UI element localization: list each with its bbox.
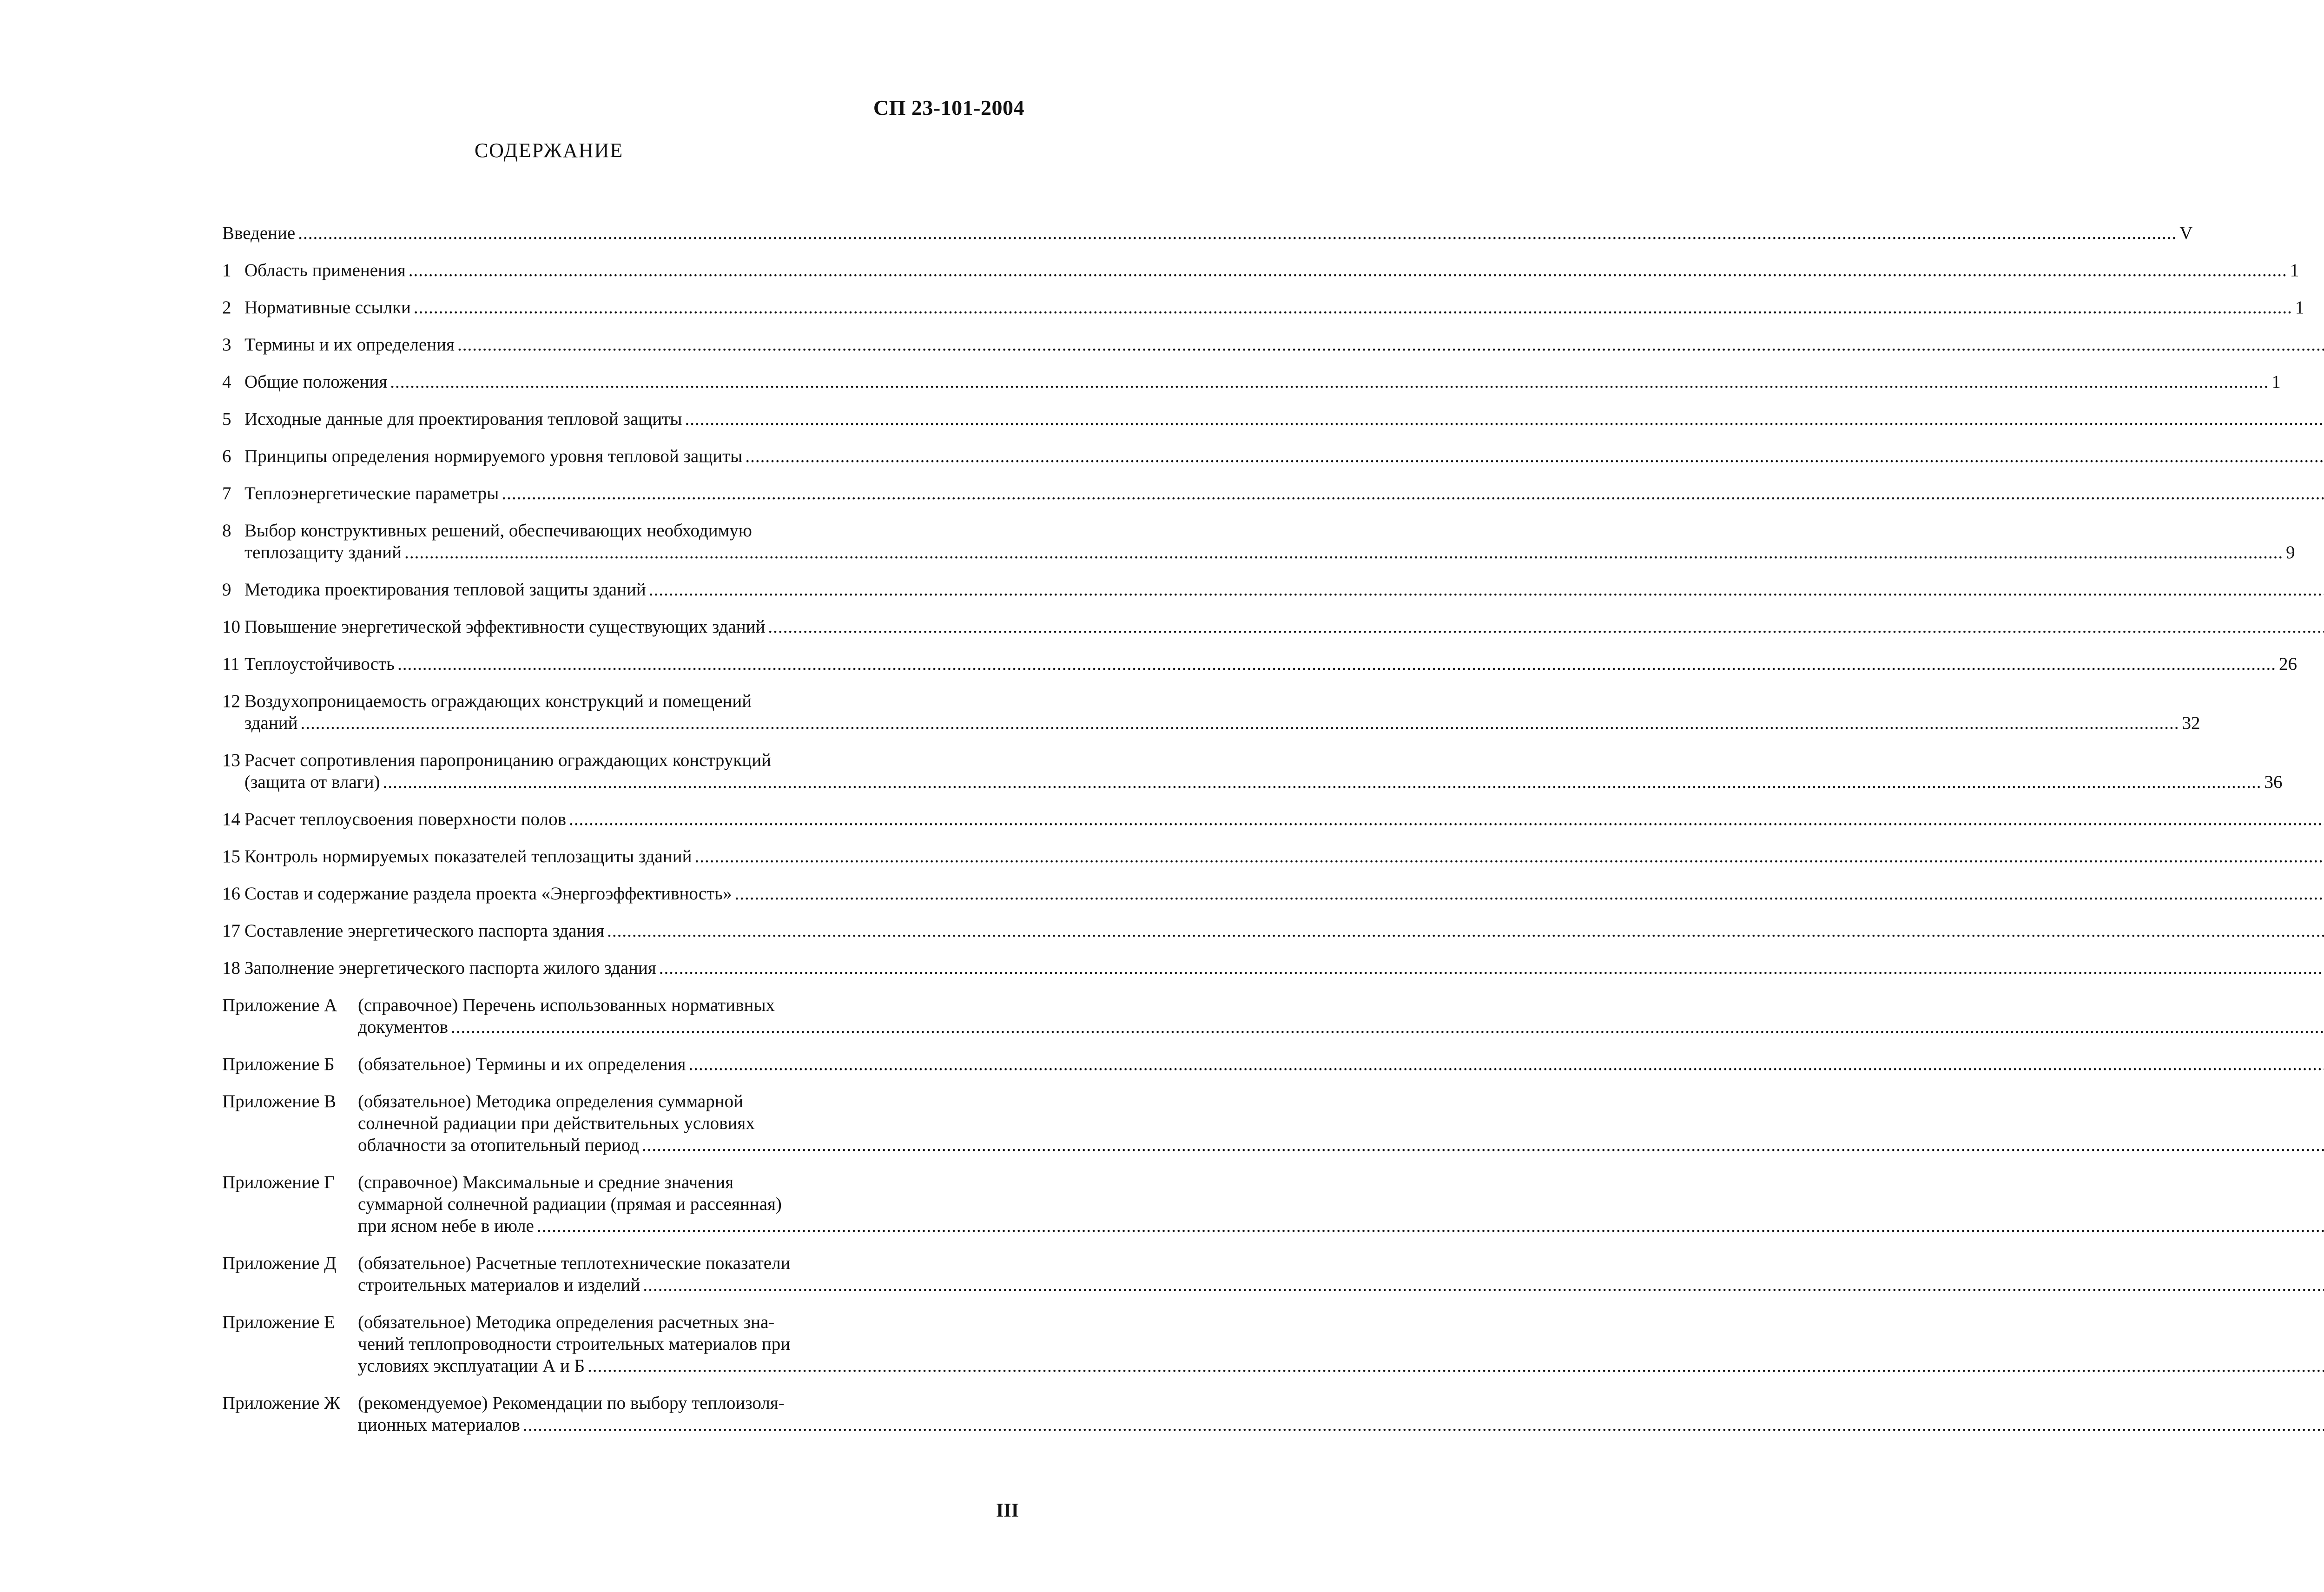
toc-entry-text: Введение	[222, 223, 296, 243]
dot-leader	[390, 371, 2269, 393]
dot-leader	[537, 1215, 2324, 1237]
table-of-contents	[222, 222, 2304, 1436]
dot-leader	[745, 445, 2324, 467]
dot-leader	[694, 846, 2324, 867]
section-number: 6	[222, 446, 231, 466]
appendix-label: Приложение Г	[222, 1172, 335, 1192]
dot-leader	[649, 579, 2324, 601]
toc-title: СОДЕРЖАНИЕ	[474, 139, 624, 162]
section-number: 2	[222, 297, 231, 317]
toc-entry-appendix-zh[interactable]	[222, 1392, 882, 1436]
toc-entry-text: (обязательное) Расчетные теплотехнические показатели	[358, 1253, 791, 1273]
toc-entry-7[interactable]	[222, 482, 882, 504]
toc-page-number: 1	[2271, 372, 2281, 392]
appendix-label: Приложение Ж	[222, 1393, 341, 1413]
toc-entry-text-continued: условиях эксплуатации А и Б	[358, 1356, 585, 1376]
toc-entry-text: Теплоэнергетические параметры	[244, 483, 499, 503]
document-code: СП 23-101-2004	[873, 96, 1024, 119]
toc-page-number: 26	[2278, 654, 2297, 674]
toc-entry-3[interactable]	[222, 334, 882, 356]
toc-entry-text: Область применения	[244, 260, 406, 280]
toc-entry-14[interactable]	[222, 808, 882, 830]
toc-entry-text: Термины и их определения	[244, 335, 455, 355]
toc-entry-text: Нормативные ссылки	[244, 297, 411, 317]
section-number: 13	[222, 750, 240, 770]
dot-leader	[734, 883, 2324, 905]
toc-entry-text-continued: (защита от влаги)	[244, 772, 380, 792]
toc-entry-text-continued: при ясном небе в июле	[358, 1216, 534, 1236]
toc-entry-text: (справочное) Перечень использованных нормативных	[358, 995, 775, 1015]
toc-entry-text: Воздухопроницаемость ограждающих конструкций и помещений	[244, 691, 752, 711]
dot-leader	[685, 408, 2324, 430]
toc-page-number: 36	[2264, 772, 2283, 792]
dot-leader	[523, 1414, 2324, 1436]
page-number: III	[996, 1500, 1019, 1521]
toc-entry-appendix-g[interactable]	[222, 1171, 882, 1237]
dot-leader	[409, 259, 2287, 281]
dot-leader	[768, 616, 2324, 638]
toc-entry-17[interactable]	[222, 920, 882, 942]
toc-entry-1[interactable]	[222, 259, 2299, 281]
toc-entry-text-continued: чений теплопроводности строительных материалов при	[358, 1334, 791, 1354]
toc-entry-text: Расчет теплоусвоения поверхности полов	[244, 809, 567, 829]
appendix-label: Приложение В	[222, 1091, 337, 1111]
toc-entry-9[interactable]	[222, 579, 882, 601]
section-number: 5	[222, 409, 231, 429]
section-number: 12	[222, 691, 240, 711]
toc-page-number: 1	[2290, 260, 2299, 280]
toc-entry-15[interactable]	[222, 846, 882, 867]
toc-entry-text: Заполнение энергетического паспорта жилого здания	[244, 958, 656, 978]
dot-leader	[298, 222, 2177, 244]
dot-leader	[607, 920, 2324, 942]
appendix-label: Приложение Б	[222, 1054, 335, 1074]
dot-leader	[457, 334, 2324, 356]
toc-entry-10[interactable]	[222, 616, 882, 638]
toc-entry-text: (обязательное) Методика определения расчетных зна-	[358, 1312, 775, 1332]
toc-entry-text-continued: теплозащиту зданий	[244, 542, 402, 562]
toc-entry-text-continued: суммарной солнечной радиации (прямая и рассеянная)	[358, 1194, 782, 1214]
toc-entry-text-continued: строительных материалов и изделий	[358, 1275, 640, 1295]
toc-entry-4[interactable]	[222, 371, 2281, 393]
section-number: 4	[222, 372, 231, 392]
toc-entry-text: Контроль нормируемых показателей теплозащиты зданий	[244, 846, 692, 866]
toc-entry-appendix-v[interactable]	[222, 1090, 882, 1156]
section-number: 7	[222, 483, 231, 503]
toc-entry-text: Составление энергетического паспорта здания	[244, 921, 605, 941]
toc-entry-appendix-a[interactable]	[222, 994, 882, 1038]
toc-entry-appendix-e[interactable]	[222, 1311, 882, 1377]
toc-entry-intro[interactable]	[222, 222, 2193, 244]
toc-entry-5[interactable]	[222, 408, 882, 430]
dot-leader	[414, 297, 2292, 318]
toc-page-number: 32	[2182, 713, 2200, 733]
dot-leader	[397, 653, 2276, 675]
dot-leader	[451, 1016, 2324, 1038]
toc-entry-18[interactable]	[222, 957, 882, 979]
toc-entry-text: (рекомендуемое) Рекомендации по выбору теплоизоля-	[358, 1393, 785, 1413]
toc-entry-6[interactable]	[222, 445, 882, 467]
section-number: 1	[222, 260, 231, 280]
toc-entry-11[interactable]	[222, 653, 2297, 675]
toc-entry-text: Теплоустойчивость	[244, 654, 395, 674]
dot-leader	[404, 542, 2283, 563]
toc-page-number: V	[2179, 223, 2193, 243]
toc-entry-appendix-d[interactable]	[222, 1252, 882, 1296]
section-number: 16	[222, 884, 240, 904]
toc-entry-text-continued: солнечной радиации при действительных условиях	[358, 1113, 755, 1133]
toc-page-number: 1	[2295, 297, 2304, 317]
dot-leader	[569, 808, 2324, 830]
section-number: 18	[222, 958, 240, 978]
toc-entry-16[interactable]	[222, 883, 882, 905]
dot-leader	[659, 957, 2324, 979]
toc-entry-text: Выбор конструктивных решений, обеспечивающих необходимую	[244, 521, 752, 541]
toc-entry-2[interactable]	[222, 297, 2304, 318]
toc-entry-text: Расчет сопротивления паропроницанию ограждающих конструкций	[244, 750, 771, 770]
dot-leader	[588, 1355, 2324, 1377]
dot-leader	[643, 1274, 2324, 1296]
toc-entry-text-continued: ционных материалов	[358, 1415, 520, 1435]
toc-entry-text-continued: зданий	[244, 713, 298, 733]
section-number: 15	[222, 846, 240, 866]
section-number: 14	[222, 809, 240, 829]
section-number: 10	[222, 617, 240, 637]
toc-entry-text: (обязательное) Методика определения суммарной	[358, 1091, 743, 1111]
toc-entry-text: (справочное) Максимальные и средние значения	[358, 1172, 734, 1192]
dot-leader	[688, 1053, 2324, 1075]
dot-leader	[383, 771, 2262, 793]
section-number: 8	[222, 521, 231, 541]
toc-entry-text: Принципы определения нормируемого уровня тепловой защиты	[244, 446, 743, 466]
appendix-label: Приложение Е	[222, 1312, 335, 1332]
toc-entry-text-continued: облачности за отопительный период	[358, 1135, 639, 1155]
toc-entry-text: Исходные данные для проектирования тепловой защиты	[244, 409, 682, 429]
section-number: 11	[222, 654, 240, 674]
toc-entry-appendix-b[interactable]	[222, 1053, 882, 1075]
toc-entry-text: Повышение энергетической эффективности существующих зданий	[244, 617, 766, 637]
dot-leader	[502, 482, 2324, 504]
toc-entry-12[interactable]	[222, 690, 2200, 734]
toc-entry-text: (обязательное) Термины и их определения	[358, 1054, 686, 1074]
section-number: 9	[222, 580, 231, 600]
section-number: 17	[222, 921, 240, 941]
section-number: 3	[222, 335, 231, 355]
appendix-label: Приложение Д	[222, 1253, 337, 1273]
dot-leader	[300, 712, 2179, 734]
dot-leader	[642, 1134, 2324, 1156]
toc-entry-text: Общие положения	[244, 372, 388, 392]
toc-page-number: 9	[2286, 542, 2295, 562]
toc-entry-text: Состав и содержание раздела проекта «Энергоэффективность»	[244, 884, 732, 904]
toc-entry-text: Методика проектирования тепловой защиты зданий	[244, 580, 646, 600]
appendix-label: Приложение А	[222, 995, 337, 1015]
toc-entry-8[interactable]	[222, 520, 2295, 563]
toc-entry-text-continued: документов	[358, 1017, 449, 1037]
toc-entry-13[interactable]	[222, 749, 2283, 793]
